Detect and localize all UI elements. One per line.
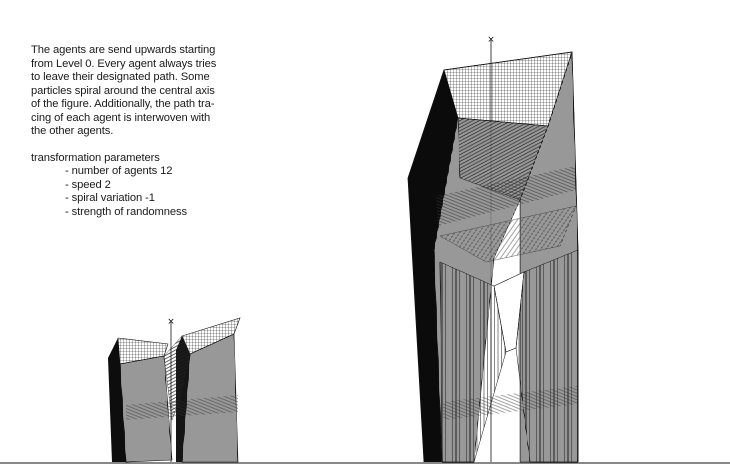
large-figure xyxy=(408,35,578,462)
parameter-item: - number of agents 12 xyxy=(65,165,231,179)
description-line: from Level 0. Every agent always tries xyxy=(31,57,217,70)
parameter-item: - strength of randomness xyxy=(65,206,231,220)
small-figure xyxy=(108,317,240,462)
description-line: cing of each agent is interwoven with xyxy=(31,111,211,124)
description-line: the other agents. xyxy=(31,125,114,137)
large-axis-marker: × xyxy=(487,35,495,45)
description-line: of the figure. Additionally, the path tra- xyxy=(31,98,215,110)
parameters-title: transformation parameters xyxy=(31,151,160,164)
description-line: to leave their designated path. Some xyxy=(31,71,210,83)
description-line: The agents are send upwards starting xyxy=(31,44,216,56)
small-axis-marker: × xyxy=(167,317,175,327)
description-line: particles spiral around the central axis xyxy=(31,84,215,97)
parameter-item: - spiral variation -1 xyxy=(65,192,231,206)
parameter-item: - speed 2 xyxy=(65,179,231,193)
